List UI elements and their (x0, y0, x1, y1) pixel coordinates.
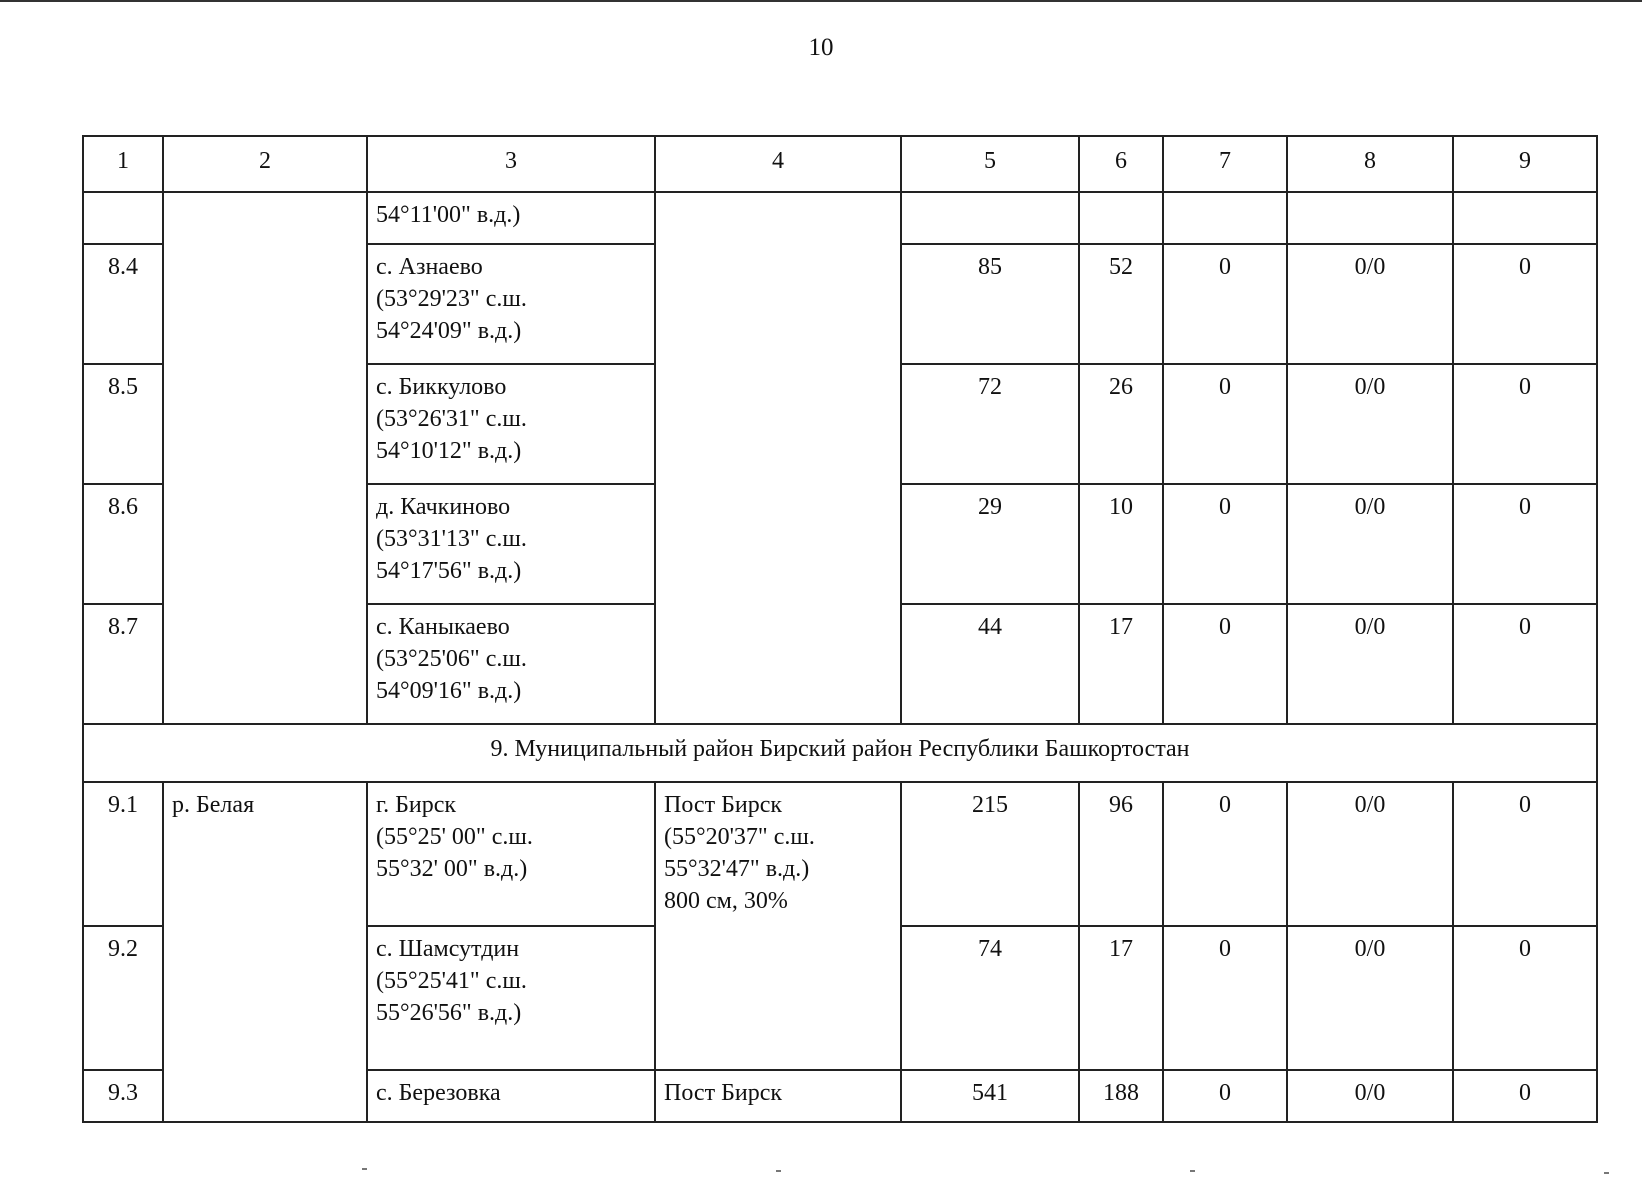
value-cell: 0/0 (1287, 1070, 1453, 1122)
location-cell (367, 782, 655, 926)
header-cell: 5 (901, 136, 1079, 192)
location-cell (367, 244, 655, 364)
header-cell: 3 (367, 136, 655, 192)
row-id: 9.1 (83, 782, 163, 926)
value-cell: 74 (901, 926, 1079, 1070)
value-cell: 0/0 (1287, 484, 1453, 604)
location-cell: с. Березовка (367, 1070, 655, 1122)
table-cell (1287, 192, 1453, 244)
table-cell (1163, 192, 1287, 244)
post-cell: Пост Бирск (655, 1070, 901, 1122)
value-cell: 0 (1453, 1070, 1597, 1122)
row-id: 9.2 (83, 926, 163, 1070)
header-cell: 2 (163, 136, 367, 192)
value-cell: 0 (1453, 926, 1597, 1070)
value-cell: 10 (1079, 484, 1163, 604)
row-id: 8.6 (83, 484, 163, 604)
location-line: (53°26'31" с.ш. (376, 406, 527, 432)
location-line: (53°31'13" с.ш. (376, 526, 527, 552)
value-cell: 0 (1453, 484, 1597, 604)
section-row (83, 724, 1597, 782)
row-id: 8.5 (83, 364, 163, 484)
location-cell (367, 926, 655, 1070)
scan-speck (776, 1170, 781, 1172)
value-cell: 85 (901, 244, 1079, 364)
value-cell: 0/0 (1287, 604, 1453, 724)
table-row (83, 782, 1597, 926)
header-row (83, 136, 1597, 192)
page-number: 10 (808, 34, 834, 61)
header-cell: 4 (655, 136, 901, 192)
post-line: 800 см, 30% (664, 888, 788, 914)
location-line: с. Азнаево (376, 254, 483, 280)
value-cell: 0 (1163, 604, 1287, 724)
river-cell: р. Белая (163, 782, 367, 1122)
table-cell (1079, 192, 1163, 244)
location-line: г. Бирск (376, 792, 457, 818)
location-cell: 54°11'00" в.д.) (367, 192, 655, 244)
post-line: (55°20'37" с.ш. (664, 824, 815, 850)
table-cell (83, 192, 163, 244)
value-cell: 0 (1453, 364, 1597, 484)
value-cell: 0 (1163, 484, 1287, 604)
location-line: 55°26'56" в.д.) (376, 1000, 522, 1026)
value-cell: 29 (901, 484, 1079, 604)
data-table (82, 135, 1598, 1123)
scan-speck (1190, 1170, 1195, 1172)
scan-speck (362, 1168, 367, 1170)
value-cell: 215 (901, 782, 1079, 926)
value-cell: 0/0 (1287, 244, 1453, 364)
value-cell: 541 (901, 1070, 1079, 1122)
location-cell (367, 484, 655, 604)
post-cell (655, 782, 901, 1070)
post-line: 55°32'47" в.д.) (664, 856, 810, 882)
value-cell: 0/0 (1287, 364, 1453, 484)
location-line: с. Шамсутдин (376, 936, 520, 962)
location-line: д. Качкиново (376, 494, 511, 520)
value-cell: 0 (1163, 244, 1287, 364)
table-cell (1453, 192, 1597, 244)
top-border-line (0, 0, 1642, 2)
header-cell: 1 (83, 136, 163, 192)
table-cell (901, 192, 1079, 244)
value-cell: 0/0 (1287, 782, 1453, 926)
row-id: 8.4 (83, 244, 163, 364)
location-line: 54°10'12" в.д.) (376, 438, 522, 464)
location-line: с. Биккулово (376, 374, 507, 400)
value-cell: 0 (1163, 926, 1287, 1070)
location-line: (53°29'23" с.ш. (376, 286, 527, 312)
location-line: с. Каныкаево (376, 614, 510, 640)
value-cell: 0 (1163, 782, 1287, 926)
row-id: 8.7 (83, 604, 163, 724)
header-cell: 8 (1287, 136, 1453, 192)
table-cell (163, 192, 367, 724)
value-cell: 0 (1453, 244, 1597, 364)
section-title: 9. Муниципальный район Бирский район Республики Башкортостан (83, 724, 1597, 782)
header-cell: 9 (1453, 136, 1597, 192)
location-line: (55°25'41" с.ш. (376, 968, 527, 994)
location-line: 54°24'09" в.д.) (376, 318, 522, 344)
value-cell: 17 (1079, 926, 1163, 1070)
header-cell: 7 (1163, 136, 1287, 192)
value-cell: 0 (1163, 1070, 1287, 1122)
value-cell: 17 (1079, 604, 1163, 724)
location-cell (367, 604, 655, 724)
value-cell: 44 (901, 604, 1079, 724)
value-cell: 0 (1453, 604, 1597, 724)
value-cell: 0 (1453, 782, 1597, 926)
table-row (83, 192, 1597, 244)
row-id: 9.3 (83, 1070, 163, 1122)
table-cell (655, 192, 901, 724)
location-line: (53°25'06" с.ш. (376, 646, 527, 672)
header-cell: 6 (1079, 136, 1163, 192)
location-line: 55°32' 00" в.д.) (376, 856, 528, 882)
location-cell (367, 364, 655, 484)
value-cell: 26 (1079, 364, 1163, 484)
post-line: Пост Бирск (664, 792, 783, 818)
value-cell: 0 (1163, 364, 1287, 484)
value-cell: 0/0 (1287, 926, 1453, 1070)
value-cell: 96 (1079, 782, 1163, 926)
value-cell: 52 (1079, 244, 1163, 364)
location-line: (55°25' 00" с.ш. (376, 824, 533, 850)
location-line: 54°17'56" в.д.) (376, 558, 522, 584)
location-line: 54°09'16" в.д.) (376, 678, 522, 704)
value-cell: 72 (901, 364, 1079, 484)
scan-speck (1604, 1172, 1609, 1174)
value-cell: 188 (1079, 1070, 1163, 1122)
